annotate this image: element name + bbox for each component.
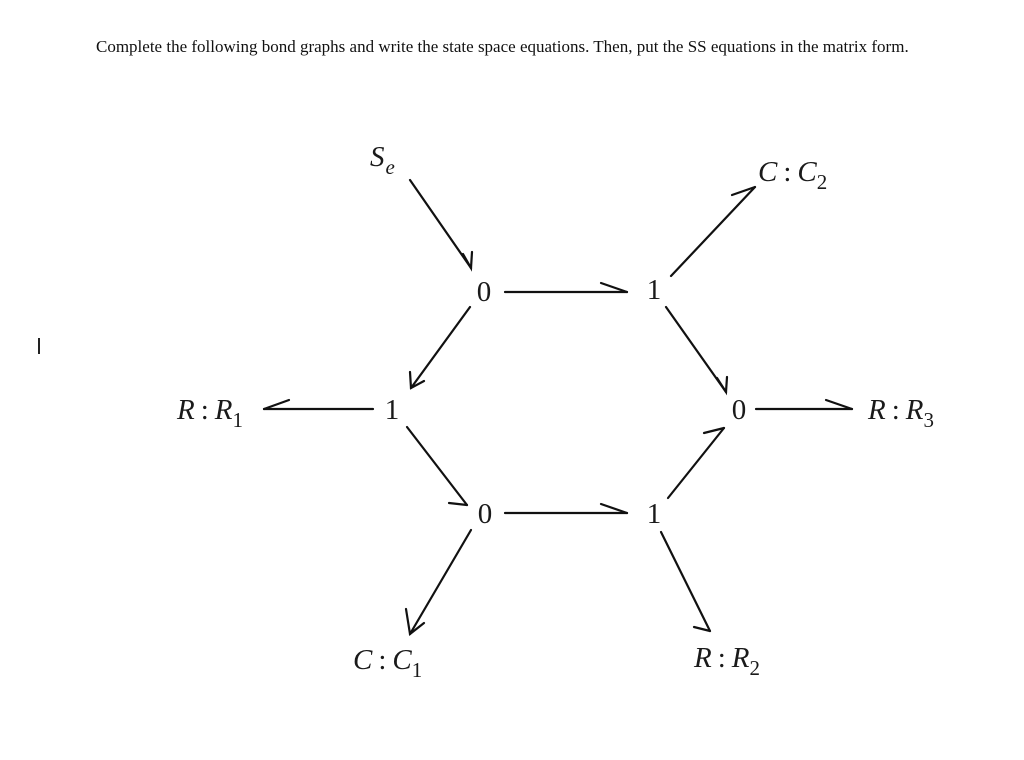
resistor-r3-label: R : $R_3$ bbox=[868, 394, 934, 432]
junction-bottom-right-1: 1 bbox=[646, 498, 662, 530]
bond-top-left-0-to-top-right-1 bbox=[505, 283, 627, 292]
resistor-r1-label: R : $R_1$ bbox=[177, 394, 243, 432]
bond-top-right-1-to-c2 bbox=[671, 187, 755, 276]
resistor-r2-label: R : $R_2$ bbox=[694, 642, 760, 680]
junction-top-left-0: 0 bbox=[476, 276, 492, 308]
bond-top-right-1-to-mid-right-0 bbox=[666, 307, 727, 392]
bond-bottom-right-1-to-r2 bbox=[661, 532, 710, 631]
junction-top-right-1: 1 bbox=[646, 274, 662, 306]
capacitor-c1-label: C : $C_1$ bbox=[353, 644, 423, 682]
problem-instructions: Complete the following bond graphs and write the state space equations. Then, put the SS equations in the matrix form. bbox=[96, 37, 909, 56]
junction-bottom-left-0: 0 bbox=[477, 498, 493, 530]
bond-top-left-0-to-mid-left-1 bbox=[410, 307, 470, 388]
bond-bottom-left-0-to-bottom-right-1 bbox=[505, 504, 627, 513]
bond-bottom-right-1-to-mid-right-0 bbox=[668, 428, 724, 498]
bond-mid-left-1-to-r1 bbox=[264, 400, 373, 409]
bond-se-to-top-left-0 bbox=[410, 180, 472, 268]
capacitor-c2-label: C : $C_2$ bbox=[758, 156, 828, 194]
bond-mid-left-1-to-bottom-left-0 bbox=[407, 427, 467, 505]
source-effort-label: $S_e$ bbox=[370, 141, 395, 179]
junction-mid-left-1: 1 bbox=[384, 394, 400, 426]
junction-mid-right-0: 0 bbox=[731, 394, 747, 426]
bond-mid-right-0-to-r3 bbox=[756, 400, 852, 409]
bond-bottom-left-0-to-c1 bbox=[406, 530, 471, 634]
